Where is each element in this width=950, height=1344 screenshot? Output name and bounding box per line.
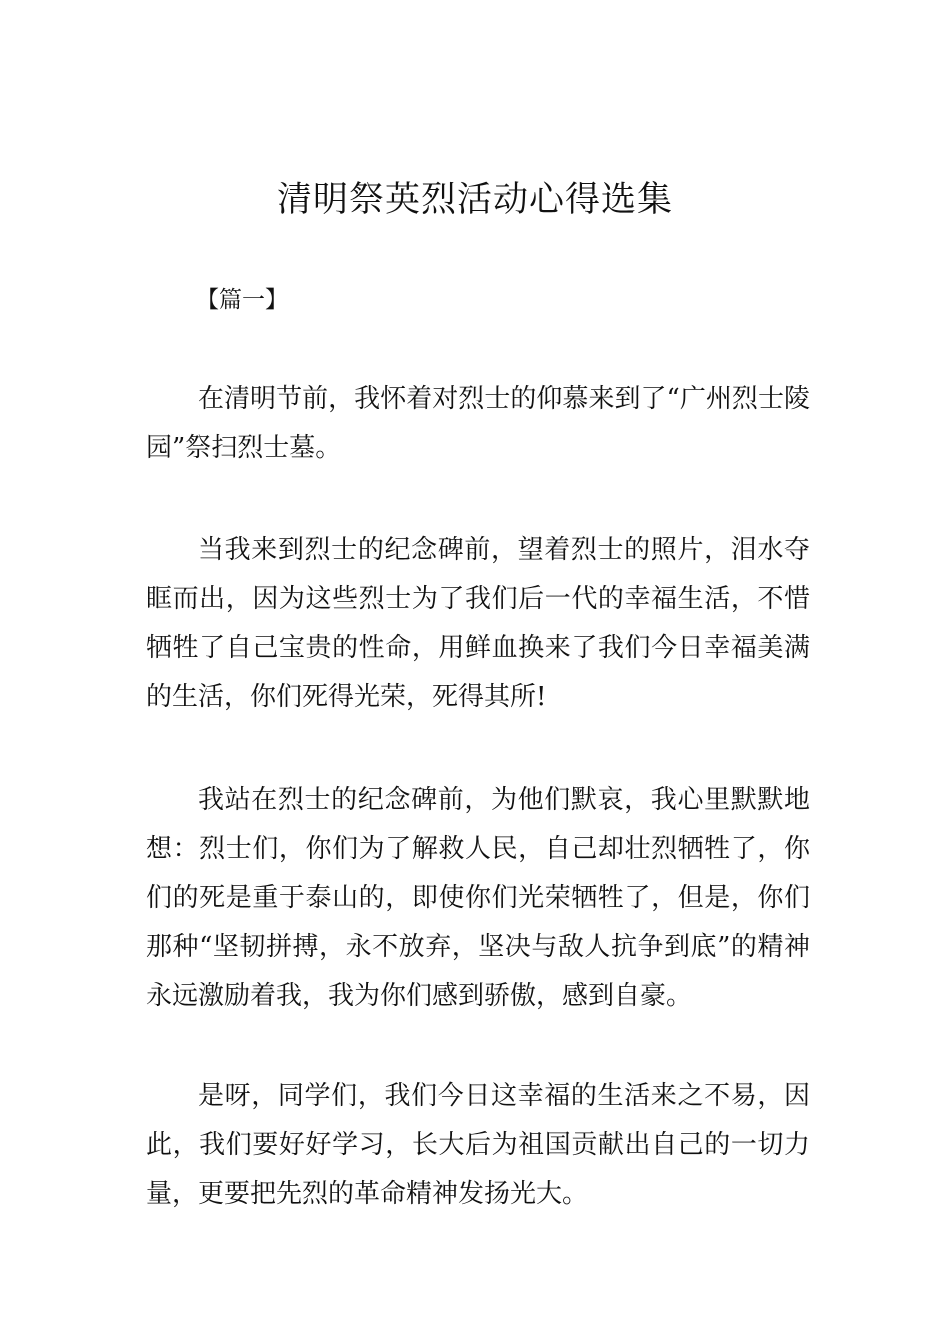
paragraph-3: 我站在烈士的纪念碑前，为他们默哀，我心里默默地想：烈士们，你们为了解救人民，自己却壮烈牺牲了，你们的死是重于泰山的，即使你们光荣牺牲了，但是，你们那种“坚韧拼搏，永不放弃，坚决与敌人抗争到底”的精神永远激励着我，我为你们感到骄傲，感到自豪。	[146, 785, 810, 1011]
paragraph-4: 是呀，同学们，我们今日这幸福的生活来之不易，因此，我们要好好学习，长大后为祖国贡献出自己的一切力量，更要把先烈的革命精神发扬光大。	[146, 1081, 810, 1209]
paragraph-1: 在清明节前，我怀着对烈士的仰慕来到了“广州烈士陵园”祭扫烈士墓。	[146, 384, 810, 463]
section-label: 【篇一】	[196, 287, 288, 313]
document-title: 清明祭英烈活动心得选集	[276, 180, 673, 220]
paragraph-2: 当我来到烈士的纪念碑前，望着烈士的照片，泪水夺眶而出，因为这些烈士为了我们后一代的幸福生活，不惜牺牲了自己宝贵的性命，用鲜血换来了我们今日幸福美满的生活，你们死得光荣，死得其所!	[146, 535, 810, 712]
